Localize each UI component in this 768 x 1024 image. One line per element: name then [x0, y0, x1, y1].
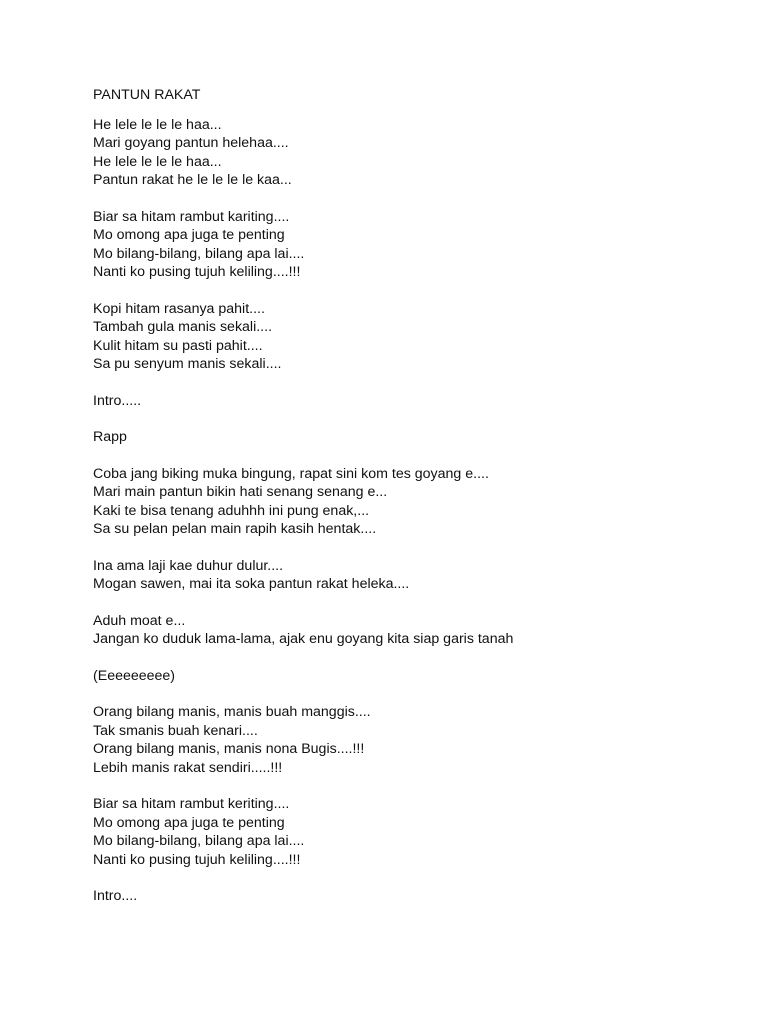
lyric-line: (Eeeeeeeee) — [93, 667, 176, 684]
lyric-line: Aduh moat e... — [93, 612, 186, 629]
lyric-line: Kopi hitam rasanya pahit.... — [93, 300, 265, 317]
lyric-line: He lele le le le haa... — [93, 116, 222, 133]
lyric-line: Jangan ko duduk lama-lama, ajak enu goyang kita siap garis tanah — [93, 631, 514, 647]
lyric-line: Mo bilang-bilang, bilang apa lai.... — [93, 245, 305, 262]
stanza — [93, 465, 733, 539]
lyric-line: Tak smanis buah kenari.... — [93, 722, 258, 739]
document-page — [93, 86, 733, 924]
lyric-line: Ina ama laji kae duhur dulur.... — [93, 557, 284, 574]
stanza — [93, 208, 733, 282]
lyric-line: Coba jang biking muka bingung, rapat sini kom tes goyang e.... — [93, 465, 489, 482]
lyric-line: Orang bilang manis, manis buah manggis.... — [93, 704, 371, 720]
stanza — [93, 795, 733, 869]
stanza — [93, 428, 733, 447]
lyric-line: Sa pu senyum manis sekali.... — [93, 356, 282, 372]
stanza — [93, 392, 733, 411]
stanza — [93, 116, 733, 190]
lyric-line: Kulit hitam su pasti pahit.... — [93, 337, 263, 354]
stanza — [93, 557, 733, 594]
stanza — [93, 667, 733, 686]
lyric-line: Intro..... — [93, 392, 142, 409]
lyric-line: Mari main pantun bikin hati senang senang e... — [93, 484, 388, 500]
lyric-line: He lele le le le haa... — [93, 153, 222, 170]
lyric-line: Kaki te bisa tenang aduhhh ini pung enak,... — [93, 502, 370, 519]
stanza — [93, 612, 733, 649]
stanza — [93, 887, 733, 906]
lyric-line: Mo omong apa juga te penting — [93, 814, 285, 831]
lyric-line: Biar sa hitam rambut keriting.... — [93, 796, 290, 812]
lyric-line: Mo omong apa juga te penting — [93, 227, 285, 243]
lyric-line: Nanti ko pusing tujuh keliling....!!! — [93, 264, 301, 280]
lyric-line: Pantun rakat he le le le le kaa... — [93, 172, 292, 188]
lyric-line: Sa su pelan pelan main rapih kasih hentak.... — [93, 521, 377, 537]
lyric-line: Tambah gula manis sekali.... — [93, 319, 273, 335]
lyric-line: Mogan sawen, mai ita soka pantun rakat heleka.... — [93, 576, 410, 592]
lyric-line: Intro.... — [93, 888, 138, 904]
lyric-line: Nanti ko pusing tujuh keliling....!!! — [93, 851, 301, 868]
lyric-line: Orang bilang manis, manis nona Bugis....!!! — [93, 741, 365, 757]
lyric-line: Lebih manis rakat sendiri.....!!! — [93, 759, 283, 776]
stanza — [93, 703, 733, 777]
stanza — [93, 300, 733, 374]
lyrics-body — [93, 116, 733, 906]
lyric-line: Biar sa hitam rambut kariting.... — [93, 208, 290, 225]
lyric-line: Mari goyang pantun helehaa.... — [93, 135, 289, 151]
document-title: PANTUN RAKAT — [93, 87, 201, 103]
lyric-line: Mo bilang-bilang, bilang apa lai.... — [93, 833, 305, 849]
lyric-line: Rapp — [93, 429, 127, 445]
